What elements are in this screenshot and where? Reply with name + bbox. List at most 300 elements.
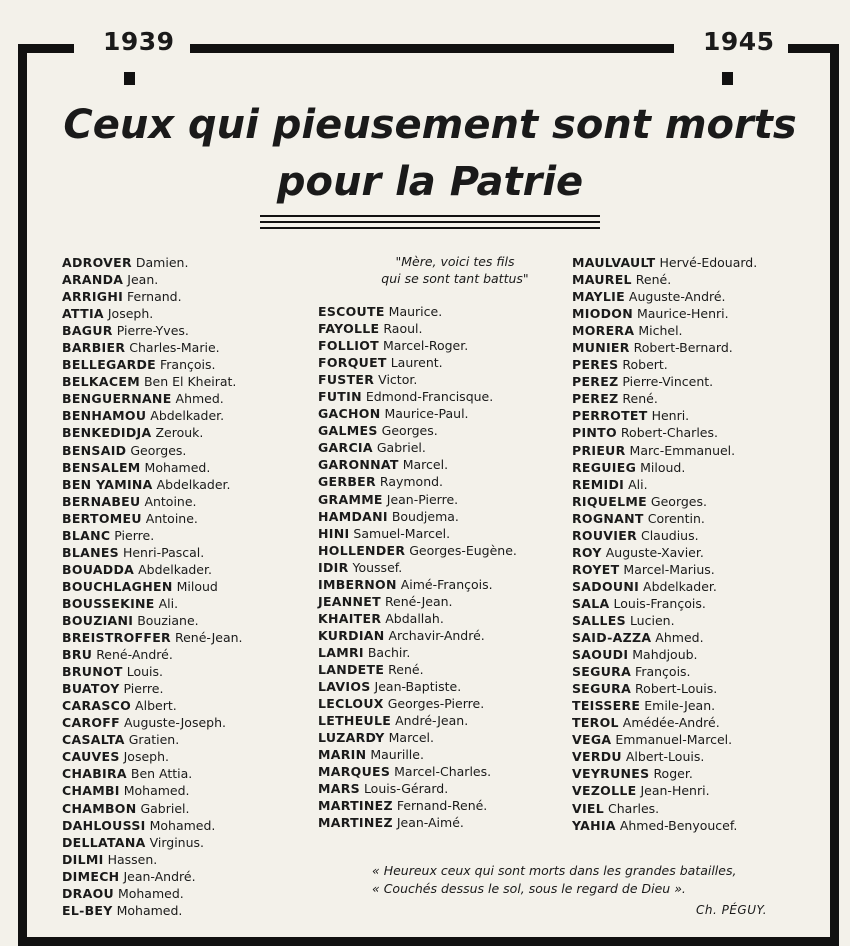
name-entry <box>318 371 517 388</box>
year-start: 1939 <box>103 27 175 56</box>
given-name: Ali. <box>158 595 179 611</box>
name-entry <box>572 578 757 595</box>
name-entry <box>318 508 517 525</box>
headline-line-1: Ceux qui pieusement sont morts <box>63 102 797 148</box>
given-name: Corentin. <box>647 510 705 526</box>
surname: KHAITER <box>318 610 382 626</box>
given-name: Boudjema. <box>391 508 459 524</box>
surname: GARONNAT <box>318 457 399 473</box>
surname: BERTOMEU <box>62 510 142 526</box>
surname: SALA <box>572 595 610 611</box>
surname: FUTIN <box>318 389 362 405</box>
surname: ARANDA <box>62 272 124 288</box>
given-name: Georges. <box>650 493 707 509</box>
name-entry <box>318 712 517 729</box>
surname: MARTINEZ <box>318 798 393 814</box>
surname: BENGUERNANE <box>62 391 172 407</box>
top-rule-middle <box>190 44 674 53</box>
given-name: Miloud <box>176 578 218 594</box>
given-name: Ben El Kheirat. <box>143 374 237 390</box>
given-name: Robert. <box>622 357 668 373</box>
name-entry <box>62 731 243 748</box>
name-entry <box>572 339 757 356</box>
surname: GALMES <box>318 423 378 439</box>
name-entry <box>62 339 243 356</box>
name-entry <box>318 405 517 422</box>
given-name: Jean-Baptiste. <box>374 679 462 695</box>
given-name: Bachir. <box>367 644 411 660</box>
name-entry <box>318 473 517 490</box>
name-entry <box>572 663 757 680</box>
surname: MIODON <box>572 306 633 322</box>
given-name: Emmanuel-Marcel. <box>615 732 733 748</box>
given-name: Antoine. <box>145 510 198 526</box>
given-name: Maurice-Henri. <box>636 306 729 322</box>
name-entry <box>62 578 243 595</box>
frame-right-border <box>830 44 839 946</box>
name-entry <box>572 680 757 697</box>
surname: LETHEULE <box>318 713 392 729</box>
surname: MAYLIE <box>572 289 625 305</box>
square-ornament-left <box>124 72 135 85</box>
surname: CHABIRA <box>62 766 127 782</box>
name-entry <box>62 356 243 373</box>
name-entry <box>62 373 243 390</box>
name-entry <box>62 800 243 817</box>
surname: BENHAMOU <box>62 408 147 424</box>
given-name: Auguste-André. <box>628 289 726 305</box>
name-entry <box>62 544 243 561</box>
name-entry <box>62 390 243 407</box>
name-entry <box>318 678 517 695</box>
surname: HOLLENDER <box>318 542 406 558</box>
surname: BERNABEU <box>62 493 141 509</box>
name-entry <box>318 746 517 763</box>
surname: VEGA <box>572 732 612 748</box>
surname: HAMDANI <box>318 508 388 524</box>
name-entry <box>62 646 243 663</box>
given-name: Antoine. <box>144 493 197 509</box>
name-entry <box>62 322 243 339</box>
name-entry <box>318 337 517 354</box>
surname: DAHLOUSSI <box>62 817 146 833</box>
name-entry <box>318 576 517 593</box>
given-name: Fernand-René. <box>396 798 488 814</box>
name-entry <box>62 527 243 544</box>
given-name: François. <box>635 664 691 680</box>
name-entry <box>318 797 517 814</box>
surname: DRAOU <box>62 885 114 901</box>
given-name: Marc-Emmanuel. <box>629 442 736 458</box>
given-name: Robert-Charles. <box>620 425 718 441</box>
given-name: Abdallah. <box>385 610 444 626</box>
given-name: Pierre. <box>123 681 164 697</box>
name-entry <box>572 544 757 561</box>
surname: FOLLIOT <box>318 338 379 354</box>
given-name: Laurent. <box>390 355 443 371</box>
name-entry <box>318 320 517 337</box>
surname: ROYET <box>572 561 620 577</box>
name-entry <box>572 424 757 441</box>
surname: SEGURA <box>572 664 632 680</box>
name-entry <box>318 695 517 712</box>
given-name: François. <box>160 357 216 373</box>
given-name: Georges-Eugène. <box>409 542 517 558</box>
given-name: Jean-Aimé. <box>396 815 464 831</box>
name-entry <box>62 902 243 919</box>
surname: BOUADDA <box>62 561 135 577</box>
surname: PINTO <box>572 425 617 441</box>
name-entry <box>318 814 517 831</box>
surname: CASALTA <box>62 732 125 748</box>
given-name: Raoul. <box>383 321 423 337</box>
name-entry <box>62 663 243 680</box>
given-name: René. <box>622 391 658 407</box>
given-name: Georges. <box>130 442 187 458</box>
name-entry <box>318 354 517 371</box>
given-name: Emile-Jean. <box>644 698 716 714</box>
name-entry <box>572 476 757 493</box>
name-entry <box>62 612 243 629</box>
given-name: Gratien. <box>128 732 180 748</box>
name-entry <box>62 629 243 646</box>
surname: MAULVAULT <box>572 255 656 270</box>
surname: REGUIEG <box>572 459 637 475</box>
name-entry <box>62 595 243 612</box>
surname: SAOUDI <box>572 647 629 663</box>
given-name: Michel. <box>638 323 683 339</box>
surname: ADROVER <box>62 255 132 270</box>
name-entry <box>318 422 517 439</box>
given-name: Lucien. <box>629 612 675 628</box>
surname: ARRIGHI <box>62 289 124 305</box>
given-name: René. <box>388 661 424 677</box>
given-name: Victor. <box>378 372 418 388</box>
given-name: Pierre-Vincent. <box>622 374 714 390</box>
given-name: Henri-Pascal. <box>122 544 205 560</box>
name-entry <box>318 439 517 456</box>
surname: MARQUES <box>318 764 391 780</box>
name-entry <box>62 305 243 322</box>
given-name: Fernand. <box>127 289 182 305</box>
name-entry <box>572 629 757 646</box>
surname: GERBER <box>318 474 376 490</box>
surname: LUZARDY <box>318 730 385 746</box>
name-entry <box>318 542 517 559</box>
name-entry <box>318 644 517 661</box>
given-name: Jean. <box>127 272 159 288</box>
name-entry <box>318 610 517 627</box>
given-name: Pierre. <box>114 527 155 543</box>
surname: BRUNOT <box>62 664 123 680</box>
surname: FORQUET <box>318 355 387 371</box>
given-name: Albert-Louis. <box>625 749 705 765</box>
name-entry <box>572 254 757 271</box>
name-entry <box>62 817 243 834</box>
title-rule <box>260 221 600 223</box>
given-name: Gabriel. <box>140 800 190 816</box>
surname: MUNIER <box>572 340 630 356</box>
closing-quote <box>372 862 736 898</box>
name-entry <box>318 661 517 678</box>
surname: LECLOUX <box>318 696 384 712</box>
surname: BENSALEM <box>62 459 141 475</box>
name-entry <box>318 627 517 644</box>
name-entry <box>62 254 243 271</box>
surname: IDIR <box>318 559 349 575</box>
name-entry <box>62 868 243 885</box>
given-name: Marcel-Marius. <box>623 561 715 577</box>
given-name: Marcel. <box>388 730 434 746</box>
name-entry <box>572 510 757 527</box>
name-entry <box>572 322 757 339</box>
given-name: Miloud. <box>640 459 686 475</box>
surname: BUATOY <box>62 681 120 697</box>
given-name: Aimé-François. <box>400 576 493 592</box>
headline-line-2: pour la Patrie <box>276 159 584 205</box>
surname: BLANES <box>62 544 119 560</box>
surname: VERDU <box>572 749 622 765</box>
name-entry <box>318 491 517 508</box>
name-entry <box>318 593 517 610</box>
given-name: Marcel-Charles. <box>394 764 492 780</box>
given-name: Jean-André. <box>123 868 196 884</box>
given-name: Ben Attia. <box>130 766 193 782</box>
name-entry <box>572 595 757 612</box>
name-entry <box>572 442 757 459</box>
given-name: Louis-Gérard. <box>363 781 449 797</box>
surname: LAMRI <box>318 644 364 660</box>
name-entry <box>318 388 517 405</box>
name-entry <box>62 697 243 714</box>
given-name: Mohamed. <box>123 783 190 799</box>
names-column-2 <box>318 303 517 831</box>
surname: ROGNANT <box>572 510 644 526</box>
name-entry <box>62 424 243 441</box>
surname: VEZOLLE <box>572 783 637 799</box>
name-entry <box>62 442 243 459</box>
given-name: Jean-Henri. <box>640 783 710 799</box>
surname: TEISSERE <box>572 698 641 714</box>
given-name: Georges-Pierre. <box>387 696 485 712</box>
top-rule-right <box>788 44 839 53</box>
name-entry <box>572 612 757 629</box>
name-entry <box>318 303 517 320</box>
given-name: Robert-Louis. <box>635 681 718 697</box>
name-entry <box>572 305 757 322</box>
name-entry <box>572 817 757 834</box>
surname: GACHON <box>318 406 381 422</box>
given-name: Albert. <box>135 698 177 714</box>
given-name: Virginus. <box>149 834 205 850</box>
given-name: Charles. <box>608 800 660 816</box>
surname: PEREZ <box>572 374 619 390</box>
closing-quote-line: « Heureux ceux qui sont morts dans les grandes batailles, <box>372 863 737 878</box>
name-entry <box>62 714 243 731</box>
top-rule-left <box>18 44 74 53</box>
surname: BENSAID <box>62 442 127 458</box>
given-name: Roger. <box>653 766 693 782</box>
name-entry <box>62 493 243 510</box>
given-name: Henri. <box>651 408 690 424</box>
surname: VIEL <box>572 800 605 816</box>
name-entry <box>62 680 243 697</box>
name-entry <box>572 390 757 407</box>
name-entry <box>62 407 243 424</box>
name-entry <box>572 527 757 544</box>
title-rule <box>260 215 600 217</box>
name-entry <box>318 525 517 542</box>
given-name: Mohamed. <box>149 817 216 833</box>
given-name: Bouziane. <box>137 612 199 628</box>
surname: RIQUELME <box>572 493 647 509</box>
name-entry <box>318 729 517 746</box>
given-name: René. <box>635 272 672 288</box>
surname: EL-BEY <box>62 902 113 918</box>
surname: DELLATANA <box>62 834 146 850</box>
quote-author: Ch. PÉGUY. <box>696 903 768 917</box>
name-entry <box>318 559 517 576</box>
name-entry <box>572 493 757 510</box>
surname: MARS <box>318 781 360 797</box>
given-name: Maurice-Paul. <box>384 406 469 422</box>
given-name: Raymond. <box>379 474 444 490</box>
surname: CHAMBI <box>62 783 120 799</box>
given-name: Hervé-Edouard. <box>659 255 758 270</box>
name-entry <box>62 782 243 799</box>
name-entry <box>62 476 243 493</box>
surname: BAGUR <box>62 323 113 339</box>
surname: DILMI <box>62 851 104 867</box>
given-name: Mohamed. <box>116 902 183 918</box>
given-name: Samuel-Marcel. <box>353 525 451 541</box>
name-entry <box>572 782 757 799</box>
given-name: André-Jean. <box>395 713 469 729</box>
name-entry <box>572 561 757 578</box>
surname: BELLEGARDE <box>62 357 157 373</box>
given-name: Mohamed. <box>117 885 184 901</box>
surname: BOUSSEKINE <box>62 595 155 611</box>
surname: CAUVES <box>62 749 120 765</box>
given-name: Marcel-Roger. <box>382 338 469 354</box>
given-name: Youssef. <box>352 559 403 575</box>
surname: BOUCHLAGHEN <box>62 578 173 594</box>
surname: ATTIA <box>62 306 104 322</box>
name-entry <box>572 646 757 663</box>
surname: TEROL <box>572 715 619 731</box>
given-name: Amédée-André. <box>622 715 720 731</box>
given-name: Auguste-Joseph. <box>123 715 226 731</box>
given-name: Charles-Marie. <box>129 340 220 356</box>
frame-left-border <box>18 44 27 946</box>
name-entry <box>318 456 517 473</box>
name-entry <box>572 765 757 782</box>
surname: MORERA <box>572 323 635 339</box>
given-name: Maurille. <box>370 747 424 763</box>
given-name: Damien. <box>135 255 189 270</box>
name-entry <box>62 834 243 851</box>
surname: ROY <box>572 544 602 560</box>
given-name: Joseph. <box>107 306 154 322</box>
given-name: Ahmed. <box>655 630 704 646</box>
surname: FAYOLLE <box>318 321 380 337</box>
name-entry <box>572 731 757 748</box>
surname: LANDETE <box>318 661 385 677</box>
given-name: Pierre-Yves. <box>116 323 189 339</box>
name-entry <box>572 356 757 373</box>
surname: VEYRUNES <box>572 766 650 782</box>
given-name: Louis-François. <box>613 595 706 611</box>
given-name: Ahmed. <box>175 391 224 407</box>
given-name: Joseph. <box>123 749 169 765</box>
given-name: Abdelkader. <box>138 561 212 577</box>
year-end: 1945 <box>703 27 775 56</box>
surname: PEREZ <box>572 391 619 407</box>
epigraph-line: qui se sont tant battus" <box>381 271 529 286</box>
given-name: Ahmed-Benyoucef. <box>619 817 738 833</box>
name-entry <box>318 780 517 797</box>
surname: GRAMME <box>318 491 383 507</box>
surname: PERROTET <box>572 408 648 424</box>
surname: FUSTER <box>318 372 375 388</box>
given-name: Hassen. <box>107 851 158 867</box>
given-name: Marcel. <box>402 457 449 473</box>
given-name: Auguste-Xavier. <box>605 544 704 560</box>
surname: CARASCO <box>62 698 132 714</box>
closing-quote-line: « Couchés dessus le sol, sous le regard de Dieu ». <box>372 881 686 896</box>
surname: BRU <box>62 647 93 663</box>
given-name: Edmond-Francisque. <box>365 389 494 405</box>
surname: LAVIOS <box>318 679 371 695</box>
epigraph <box>340 253 570 287</box>
name-entry <box>572 748 757 765</box>
surname: PERES <box>572 357 619 373</box>
surname: MARTINEZ <box>318 815 393 831</box>
name-entry <box>318 763 517 780</box>
surname: SALLES <box>572 612 626 628</box>
given-name: Abdelkader. <box>150 408 225 424</box>
surname: BREISTROFFER <box>62 630 171 646</box>
epigraph-line: "Mère, voici tes fils <box>395 254 515 269</box>
name-entry <box>62 765 243 782</box>
given-name: Mahdjoub. <box>632 647 698 663</box>
surname: REMIDI <box>572 476 625 492</box>
surname: SADOUNI <box>572 578 640 594</box>
name-entry <box>62 510 243 527</box>
surname: MARIN <box>318 747 367 763</box>
surname: GARCIA <box>318 440 373 456</box>
name-entry <box>572 407 757 424</box>
surname: PRIEUR <box>572 442 626 458</box>
surname: ROUVIER <box>572 527 637 543</box>
surname: BELKACEM <box>62 374 140 390</box>
given-name: Ali. <box>628 476 648 492</box>
surname: KURDIAN <box>318 627 385 643</box>
name-entry <box>572 459 757 476</box>
surname: BLANC <box>62 527 111 543</box>
surname: SEGURA <box>572 681 632 697</box>
given-name: Jean-Pierre. <box>386 491 459 507</box>
name-entry <box>572 714 757 731</box>
name-entry <box>62 271 243 288</box>
given-name: Gabriel. <box>376 440 426 456</box>
name-entry <box>572 697 757 714</box>
square-ornament-right <box>722 72 733 85</box>
frame-bottom-border <box>18 937 839 946</box>
given-name: Mohamed. <box>144 459 211 475</box>
surname: CAROFF <box>62 715 120 731</box>
name-entry <box>62 459 243 476</box>
